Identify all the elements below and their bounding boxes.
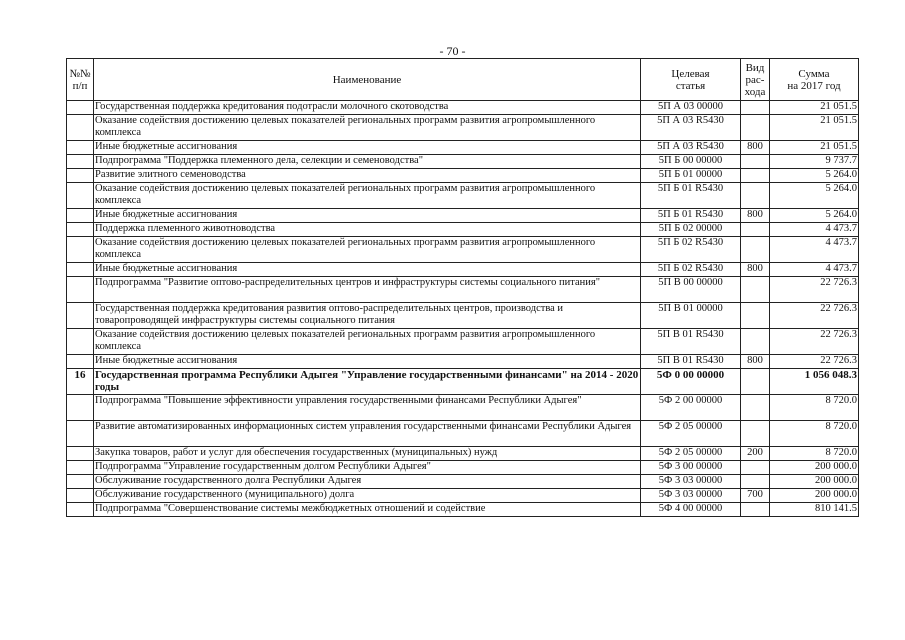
- row-expense-kind: [741, 329, 770, 355]
- row-sum: 5 264.0: [770, 169, 859, 183]
- row-expense-kind: 800: [741, 263, 770, 277]
- row-number: [67, 503, 94, 517]
- row-number: [67, 329, 94, 355]
- row-name: Развитие элитного семеноводства: [94, 169, 641, 183]
- row-expense-kind: [741, 421, 770, 447]
- table-row: [67, 155, 859, 169]
- table-row: [67, 329, 859, 355]
- row-number: [67, 155, 94, 169]
- header-name: Наименование: [94, 59, 641, 101]
- row-name: Иные бюджетные ассигнования: [94, 263, 641, 277]
- row-name: Государственная программа Республики Адыгея "Управление государственными финансами" на 2014 - 2020 годы: [94, 369, 641, 395]
- row-name: Государственная поддержка кредитования подотрасли молочного скотоводства: [94, 101, 641, 115]
- table-row: [67, 115, 859, 141]
- table-row: [67, 461, 859, 475]
- budget-table: [66, 58, 859, 517]
- row-sum: 5 264.0: [770, 209, 859, 223]
- table-row: [67, 369, 859, 395]
- row-number: [67, 475, 94, 489]
- row-number: [67, 303, 94, 329]
- table-row: [67, 101, 859, 115]
- table-row: [67, 277, 859, 303]
- page-number: - 70 -: [439, 44, 466, 58]
- row-target-article: 5П В 01 R5430: [641, 355, 741, 369]
- row-expense-kind: 700: [741, 489, 770, 503]
- row-number: [67, 421, 94, 447]
- row-name: Обслуживание государственного долга Республики Адыгея: [94, 475, 641, 489]
- row-expense-kind: [741, 277, 770, 303]
- row-number: 16: [67, 369, 94, 395]
- row-name: Иные бюджетные ассигнования: [94, 141, 641, 155]
- row-expense-kind: [741, 475, 770, 489]
- row-target-article: 5П Б 01 00000: [641, 169, 741, 183]
- row-sum: 21 051.5: [770, 101, 859, 115]
- row-number: [67, 395, 94, 421]
- row-name: Поддержка племенного животноводства: [94, 223, 641, 237]
- row-expense-kind: [741, 155, 770, 169]
- row-name: Оказание содействия достижению целевых показателей региональных программ развития агропромышленного комплекса: [94, 237, 641, 263]
- table-row: [67, 183, 859, 209]
- row-expense-kind: [741, 395, 770, 421]
- row-target-article: 5Ф 3 03 00000: [641, 489, 741, 503]
- row-target-article: 5П В 01 00000: [641, 303, 741, 329]
- row-sum: 1 056 048.3: [770, 369, 859, 395]
- row-target-article: 5Ф 4 00 00000: [641, 503, 741, 517]
- row-expense-kind: [741, 183, 770, 209]
- row-number: [67, 115, 94, 141]
- table-row: [67, 503, 859, 517]
- table-body: [67, 101, 859, 517]
- row-number: [67, 101, 94, 115]
- table-row: [67, 303, 859, 329]
- row-target-article: 5П Б 02 00000: [641, 223, 741, 237]
- header-number: [67, 59, 94, 101]
- header-number-line2: п/п: [72, 79, 88, 92]
- row-number: [67, 277, 94, 303]
- row-name: Оказание содействия достижению целевых показателей региональных программ развития агропромышленного комплекса: [94, 183, 641, 209]
- row-expense-kind: [741, 115, 770, 141]
- row-target-article: 5П Б 01 R5430: [641, 183, 741, 209]
- table-row: [67, 395, 859, 421]
- row-expense-kind: 800: [741, 141, 770, 155]
- row-sum: 22 726.3: [770, 355, 859, 369]
- row-sum: 8 720.0: [770, 421, 859, 447]
- table-row: [67, 223, 859, 237]
- row-sum: 200 000.0: [770, 475, 859, 489]
- table-row: [67, 355, 859, 369]
- row-expense-kind: [741, 237, 770, 263]
- row-expense-kind: 200: [741, 447, 770, 461]
- table-header: [67, 59, 859, 101]
- header-number-line1: №№: [69, 67, 91, 80]
- row-target-article: 5П Б 00 00000: [641, 155, 741, 169]
- row-number: [67, 169, 94, 183]
- table-row: [67, 447, 859, 461]
- header-target-article: [641, 59, 741, 101]
- row-number: [67, 141, 94, 155]
- row-name: Подпрограмма "Развитие оптово-распределительных центров и инфраструктуры системы социального питания": [94, 277, 641, 303]
- row-target-article: 5Ф 3 03 00000: [641, 475, 741, 489]
- row-target-article: 5П Б 01 R5430: [641, 209, 741, 223]
- row-sum: 21 051.5: [770, 115, 859, 141]
- row-name: Подпрограмма "Совершенствование системы межбюджетных отношений и содействие: [94, 503, 641, 517]
- table-row: [67, 237, 859, 263]
- table-row: [67, 141, 859, 155]
- row-sum: 22 726.3: [770, 329, 859, 355]
- row-expense-kind: [741, 503, 770, 517]
- table-row: [67, 209, 859, 223]
- row-sum: 22 726.3: [770, 303, 859, 329]
- row-name: Государственная поддержка кредитования развития оптово-распределительных центров, производства и товаропроводящей инфраструктуры системы социального питания: [94, 303, 641, 329]
- row-target-article: 5П А 03 R5430: [641, 141, 741, 155]
- row-expense-kind: [741, 369, 770, 395]
- row-expense-kind: [741, 223, 770, 237]
- row-expense-kind: 800: [741, 355, 770, 369]
- row-name: Развитие автоматизированных информационных систем управления государственными финансами Республики Адыгея: [94, 421, 641, 447]
- row-target-article: 5Ф 2 05 00000: [641, 447, 741, 461]
- row-number: [67, 183, 94, 209]
- header-target-article-line1: Целевая: [671, 67, 710, 80]
- row-sum: 8 720.0: [770, 395, 859, 421]
- row-name: Оказание содействия достижению целевых показателей региональных программ развития агропромышленного комплекса: [94, 329, 641, 355]
- row-number: [67, 461, 94, 475]
- row-target-article: 5Ф 2 00 00000: [641, 395, 741, 421]
- header-sum-line1: Сумма: [798, 67, 830, 80]
- row-expense-kind: 800: [741, 209, 770, 223]
- row-number: [67, 223, 94, 237]
- row-target-article: 5П Б 02 R5430: [641, 237, 741, 263]
- row-expense-kind: [741, 303, 770, 329]
- row-sum: 21 051.5: [770, 141, 859, 155]
- table-row: [67, 169, 859, 183]
- table-row: [67, 489, 859, 503]
- row-expense-kind: [741, 461, 770, 475]
- row-expense-kind: [741, 169, 770, 183]
- row-target-article: 5П Б 02 R5430: [641, 263, 741, 277]
- row-number: [67, 447, 94, 461]
- row-sum: 810 141.5: [770, 503, 859, 517]
- header-expense-kind-line2: рас-: [745, 73, 765, 86]
- row-number: [67, 209, 94, 223]
- row-name: Обслуживание государственного (муниципального) долга: [94, 489, 641, 503]
- row-sum: 8 720.0: [770, 447, 859, 461]
- row-sum: 5 264.0: [770, 183, 859, 209]
- row-name: Иные бюджетные ассигнования: [94, 209, 641, 223]
- row-name: Иные бюджетные ассигнования: [94, 355, 641, 369]
- row-target-article: 5Ф 0 00 00000: [641, 369, 741, 395]
- table-row: [67, 421, 859, 447]
- row-name: Оказание содействия достижению целевых показателей региональных программ развития агропромышленного комплекса: [94, 115, 641, 141]
- row-expense-kind: [741, 101, 770, 115]
- row-number: [67, 489, 94, 503]
- row-name: Подпрограмма "Повышение эффективности управления государственными финансами Республики Адыгея": [94, 395, 641, 421]
- row-target-article: 5Ф 2 05 00000: [641, 421, 741, 447]
- row-sum: 200 000.0: [770, 461, 859, 475]
- header-sum-line2: на 2017 год: [787, 79, 841, 92]
- row-number: [67, 237, 94, 263]
- table-row: [67, 263, 859, 277]
- row-target-article: 5П А 03 00000: [641, 101, 741, 115]
- table-row: [67, 475, 859, 489]
- row-sum: 9 737.7: [770, 155, 859, 169]
- row-number: [67, 355, 94, 369]
- row-sum: 4 473.7: [770, 263, 859, 277]
- row-sum: 4 473.7: [770, 237, 859, 263]
- row-sum: 22 726.3: [770, 277, 859, 303]
- row-number: [67, 263, 94, 277]
- row-sum: 200 000.0: [770, 489, 859, 503]
- row-name: Закупка товаров, работ и услуг для обеспечения государственных (муниципальных) нужд: [94, 447, 641, 461]
- row-target-article: 5Ф 3 00 00000: [641, 461, 741, 475]
- header-expense-kind: [741, 59, 770, 101]
- header-sum: [770, 59, 859, 101]
- row-target-article: 5П А 03 R5430: [641, 115, 741, 141]
- row-sum: 4 473.7: [770, 223, 859, 237]
- header-target-article-line2: статья: [675, 79, 706, 92]
- row-name: Подпрограмма "Управление государственным долгом Республики Адыгея": [94, 461, 641, 475]
- header-expense-kind-line3: хода: [744, 85, 766, 98]
- row-name: Подпрограмма "Поддержка племенного дела, селекции и семеноводства": [94, 155, 641, 169]
- row-target-article: 5П В 00 00000: [641, 277, 741, 303]
- header-expense-kind-line1: Вид: [745, 61, 765, 74]
- row-target-article: 5П В 01 R5430: [641, 329, 741, 355]
